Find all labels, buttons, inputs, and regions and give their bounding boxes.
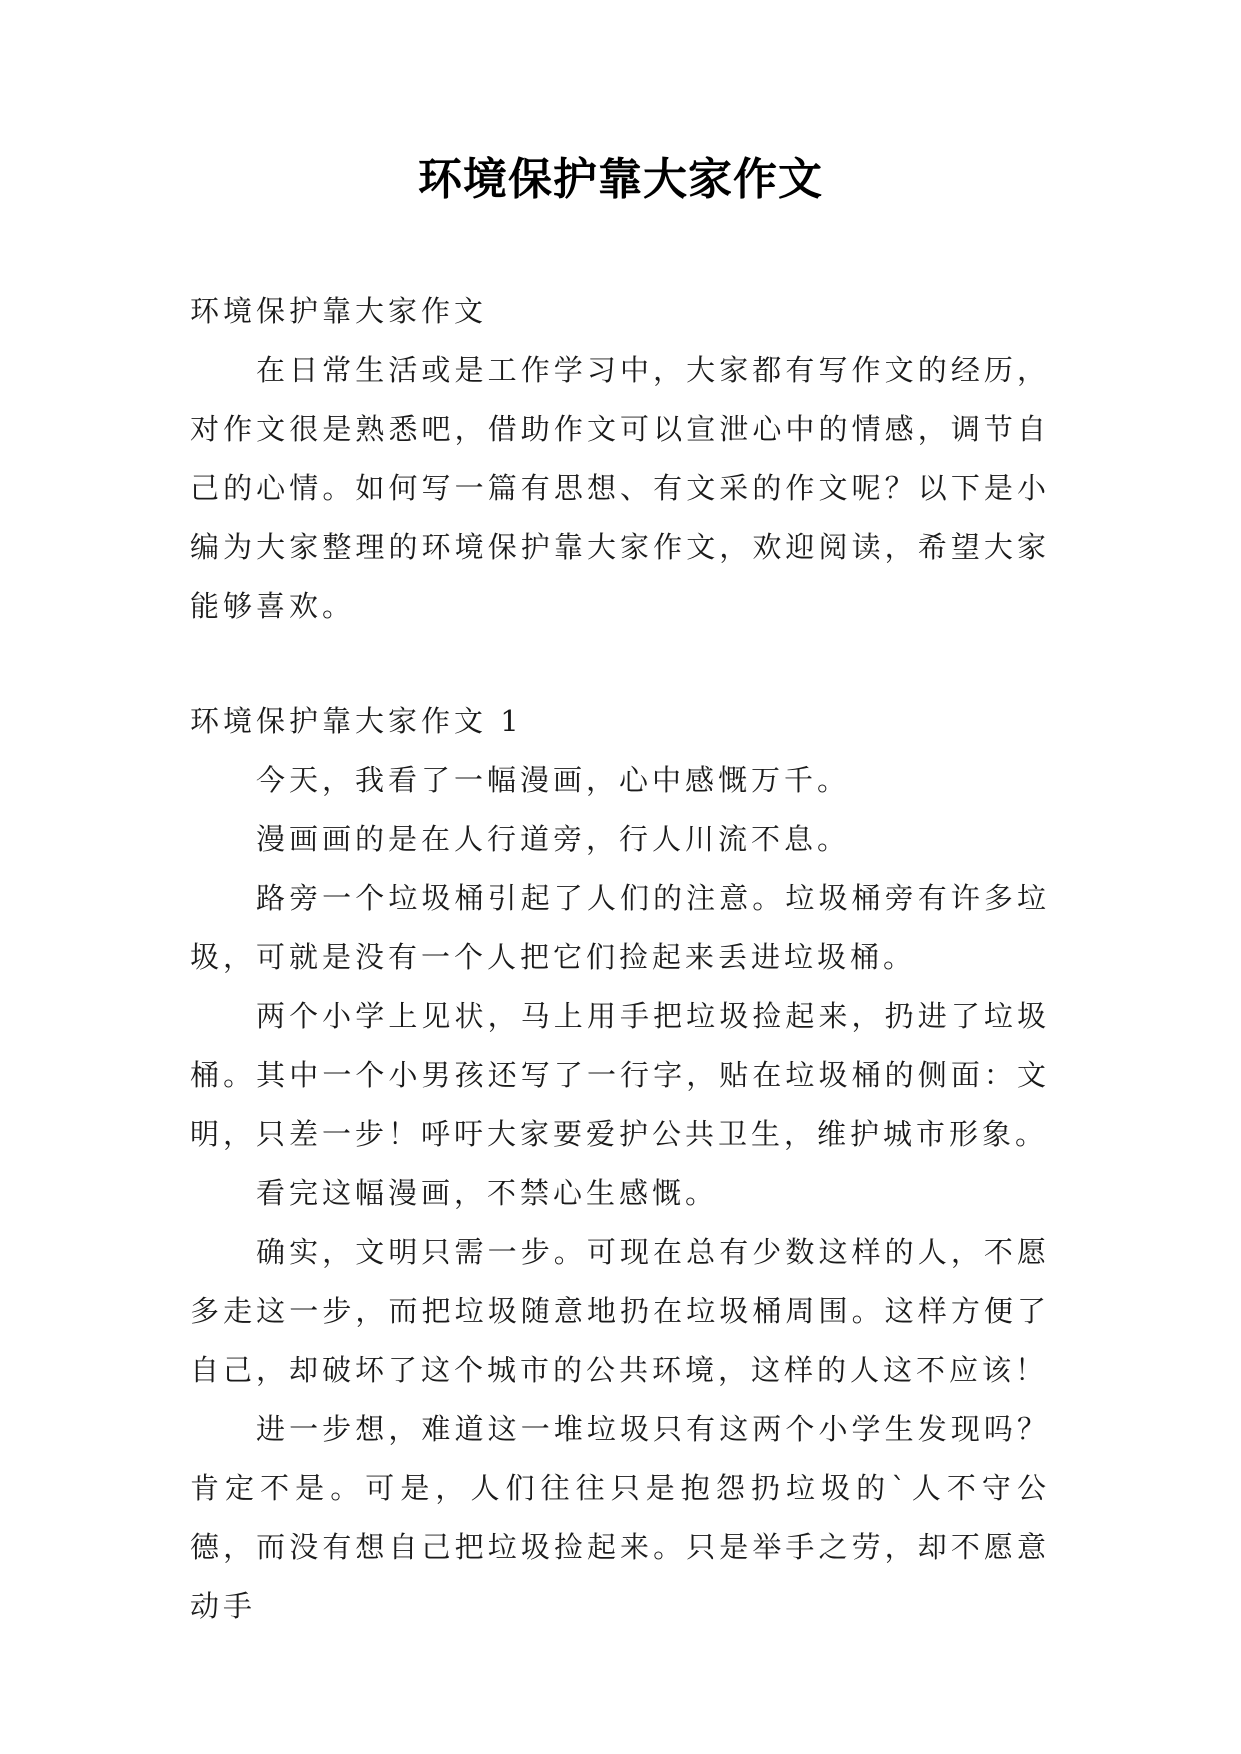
paragraph: 路旁一个垃圾桶引起了人们的注意。垃圾桶旁有许多垃圾，可就是没有一个人把它们捡起来丢进垃圾桶。	[190, 881, 1050, 974]
paragraph: 漫画画的是在人行道旁，行人川流不息。	[256, 822, 851, 856]
paragraph: 两个小学上见状，马上用手把垃圾捡起来，扔进了垃圾桶。其中一个小男孩还写了一行字，贴在垃圾桶的侧面：文明，只差一步！呼吁大家要爱护公共卫生，维护城市形象。	[190, 999, 1050, 1151]
section-spacer	[190, 636, 1050, 692]
section-heading: 环境保护靠大家作文 1	[190, 704, 523, 738]
document-body	[190, 282, 1050, 1636]
document-title: 环境保护靠大家作文	[418, 154, 823, 205]
intro-paragraph: 在日常生活或是工作学习中，大家都有写作文的经历，对作文很是熟悉吧，借助作文可以宣泄心中的情感，调节自己的心情。如何写一篇有思想、有文采的作文呢？以下是小编为大家整理的环境保护靠大家作文，欢迎阅读，希望大家能够喜欢。	[190, 353, 1050, 623]
paragraph: 看完这幅漫画，不禁心生感慨。	[256, 1176, 719, 1210]
subtitle-line: 环境保护靠大家作文	[190, 294, 488, 328]
paragraph: 今天，我看了一幅漫画，心中感慨万千。	[256, 763, 851, 797]
paragraph: 确实，文明只需一步。可现在总有少数这样的人，不愿多走这一步，而把垃圾随意地扔在垃圾桶周围。这样方便了自己，却破坏了这个城市的公共环境，这样的人这不应该！	[190, 1235, 1050, 1387]
paragraph: 进一步想，难道这一堆垃圾只有这两个小学生发现吗？肯定不是。可是，人们往往只是抱怨扔垃圾的`人不守公德，而没有想自己把垃圾捡起来。只是举手之劳，却不愿意动手	[190, 1412, 1050, 1623]
